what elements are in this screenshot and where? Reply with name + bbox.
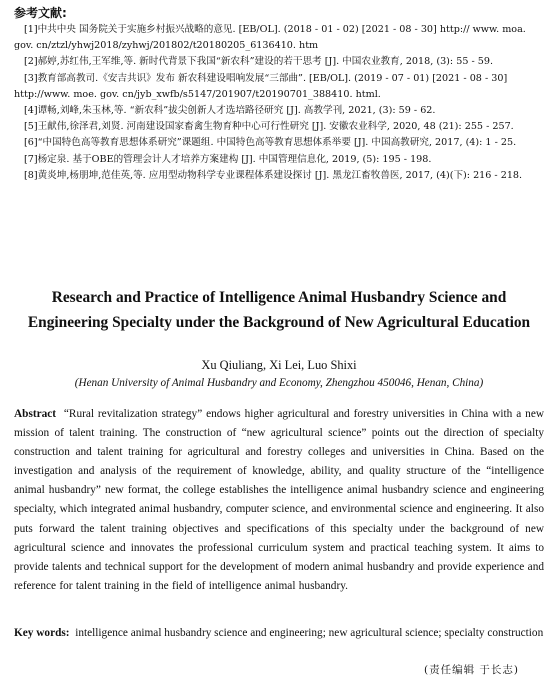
reference-item — [14, 119, 544, 135]
paper-title: Research and Practice of Intelligence Animal Husbandry Science and Engineering Specialty under the Background of New Agricultural Education — [27, 289, 531, 331]
reference-item — [14, 54, 544, 70]
reference-item — [14, 152, 544, 168]
references-list — [14, 22, 544, 184]
reference-item — [14, 22, 544, 54]
reference-text: 郝婷,苏红伟,王军维,等. 新时代背景下我国“新农科”建设的若干思考 [J]. 中国农业教育, 2018, (3): 55 - 59. — [37, 56, 494, 68]
abstract-text: “Rural revitalization strategy” endows higher agricultural and forestry universities in China with a new mission of talent training. The construction of “new agricultural science” points out the direction of specialty construction and talent training for agricultural and forestry colleges and universities in China. Based on the investigation and analysis of the requirement of knowledge, ability, and quality structure of the “intelligence animal husbandry” new format, the college establishes the intelligence animal husbandry science and engineering specialty, which integrated animal husbandry, computer science, and environmental science and engineering. It also puts forward the talent training objectives and specifications of this specialty under the background of new agricultural science and innovates the professional curriculum system and practical teaching system. It aims to provide talents and technical support for the development of modern animal husbandry and provide experience and reference for talent training in the field of intelligence animal husbandry. — [14, 408, 544, 592]
reference-number: [5] — [24, 121, 38, 133]
reference-text: 中共中央 国务院关于实施乡村振兴战略的意见. [EB/OL]. (2018 - 01 - 02) [2021 - 08 - 30] http:// www. moa. gov. cn/ztzl/yhwj2018/zyhwj/201802/t20180205_6136410. htm — [14, 24, 526, 52]
references-heading: 参考文献: — [14, 6, 67, 20]
reference-item — [14, 71, 544, 103]
reference-number: [4] — [24, 105, 38, 117]
reference-text: 王献伟,徐泽君,刘贤. 河南建设国家畜禽生物育种中心可行性研究 [J]. 安徽农业科学, 2020, 48 (21): 255 - 257. — [37, 121, 514, 133]
reference-item — [14, 103, 544, 119]
reference-number: [2] — [24, 56, 38, 68]
responsible-editor: (责任编辑 于长志) — [423, 664, 519, 676]
keywords-label: Key words: — [14, 627, 70, 639]
reference-number: [7] — [24, 153, 38, 165]
abstract-label: Abstract — [14, 408, 57, 420]
reference-text: 黄炎坤,杨朋坤,范佳英,等. 应用型动物科学专业课程体系建设探讨 [J]. 黑龙江畜牧兽医, 2017, (4)(下): 216 - 218. — [37, 169, 523, 181]
reference-number: [3] — [24, 72, 38, 84]
reference-item — [14, 168, 544, 184]
reference-number: [1] — [24, 24, 38, 35]
reference-text: 教育部高教司.《安吉共识》发布 新农科建设唱响发展“三部曲”. [EB/OL]. (2019 - 07 - 01) [2021 - 08 - 30] http://www. moe. gov. cn/jyb_xwfb/s5147/201907/t20190701_388410. html. — [14, 72, 508, 100]
keywords-text: intelligence animal husbandry science and engineering; new agricultural science; specialty construction — [75, 627, 544, 639]
reference-number: [8] — [24, 169, 38, 181]
paper-affiliation: (Henan University of Animal Husbandry and Economy, Zhengzhou 450046, Henan, China) — [74, 377, 484, 389]
reference-text: “中国特色高等教育思想体系研究”课题组. 中国特色高等教育思想体系举要 [J]. 中国高教研究, 2017, (4): 1 - 25. — [37, 137, 517, 149]
reference-item — [14, 135, 544, 151]
reference-text: 谭畅,刘峰,朱玉林,等. “新农科”拔尖创新人才选培路径研究 [J]. 高教学刊, 2021, (3): 59 - 62. — [37, 105, 436, 117]
reference-text: 杨定泉. 基于OBE的管理会计人才培养方案建构 [J]. 中国管理信息化, 2019, (5): 195 - 198. — [37, 153, 432, 165]
keywords-block — [14, 624, 544, 643]
reference-number: [6] — [24, 137, 38, 149]
paper-authors: Xu Qiuliang, Xi Lei, Luo Shixi — [201, 358, 357, 372]
abstract-block — [14, 405, 544, 596]
